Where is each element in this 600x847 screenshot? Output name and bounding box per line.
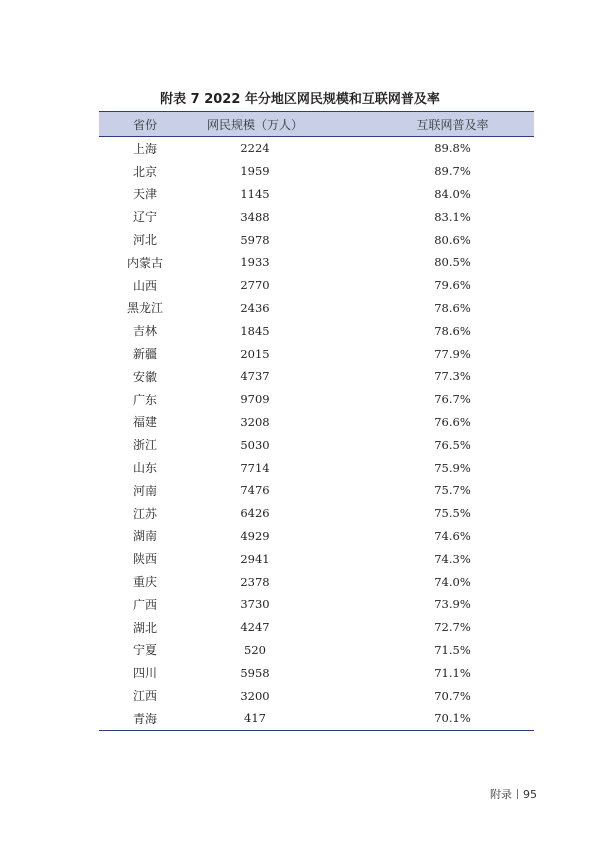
- cell-netizens: 1145: [240, 186, 270, 201]
- footer-section: 附录: [490, 788, 512, 801]
- cell-netizens: 2378: [240, 574, 270, 589]
- cell-penetration: 75.7%: [434, 483, 471, 498]
- table-row: [99, 661, 534, 684]
- table-row: [99, 251, 534, 274]
- cell-penetration: 84.0%: [434, 186, 471, 201]
- table-row: [99, 684, 534, 707]
- cell-netizens: 520: [244, 642, 266, 657]
- cell-province: 江西: [132, 689, 157, 704]
- cell-province: 陕西: [132, 552, 157, 567]
- cell-netizens: 3208: [240, 414, 270, 429]
- table-title: 附表 7 2022 年分地区网民规模和互联网普及率: [160, 92, 440, 107]
- cell-province: 安徽: [132, 369, 157, 384]
- cell-netizens: 2941: [240, 551, 270, 566]
- table-row: [99, 365, 534, 388]
- cell-netizens: 417: [191, 707, 319, 730]
- table-row: [99, 205, 534, 228]
- table-header-row: [99, 112, 534, 137]
- cell-penetration: 75.9%: [434, 460, 471, 475]
- cell-netizens: 3730: [240, 597, 270, 612]
- cell-penetration: 78.6%: [434, 300, 471, 315]
- cell-netizens: 2770: [240, 278, 270, 293]
- cell-province: 山西: [132, 278, 157, 293]
- table-body: [99, 137, 534, 731]
- header-penetration: 互联网普及率: [319, 112, 534, 137]
- cell-province: 新疆: [132, 347, 157, 362]
- table-row: [99, 479, 534, 502]
- table-row: [99, 319, 534, 342]
- cell-netizens: 7476: [240, 483, 270, 498]
- table-row: [99, 411, 534, 434]
- cell-penetration: 76.7%: [434, 392, 471, 407]
- cell-province: 上海: [132, 141, 157, 156]
- cell-province: 北京: [132, 164, 157, 179]
- cell-province: 广西: [132, 597, 157, 612]
- cell-penetration: 83.1%: [434, 209, 471, 224]
- data-table: [99, 111, 534, 731]
- cell-penetration: 89.7%: [434, 164, 471, 179]
- cell-penetration: 79.6%: [434, 278, 471, 293]
- cell-province: 河南: [132, 483, 157, 498]
- table-row: [99, 456, 534, 479]
- cell-penetration: 73.9%: [434, 597, 471, 612]
- cell-penetration: 74.0%: [434, 574, 471, 589]
- cell-province: 重庆: [132, 575, 157, 590]
- cell-netizens: 5958: [240, 665, 270, 680]
- cell-province: 广东: [132, 392, 157, 407]
- cell-netizens: 9709: [240, 392, 270, 407]
- cell-penetration: 89.8%: [434, 141, 471, 156]
- table-row: [99, 274, 534, 297]
- cell-netizens: 5030: [240, 437, 270, 452]
- cell-province: 福建: [132, 415, 157, 430]
- cell-netizens: 4247: [240, 620, 270, 635]
- cell-netizens: 2436: [240, 300, 270, 315]
- cell-netizens: 3200: [240, 688, 270, 703]
- cell-penetration: 78.6%: [434, 323, 471, 338]
- cell-province: 青海: [99, 707, 191, 730]
- cell-penetration: 77.3%: [434, 369, 471, 384]
- cell-penetration: 77.9%: [434, 346, 471, 361]
- page-number: 95: [523, 788, 537, 801]
- table-row: [99, 342, 534, 365]
- cell-netizens: 2224: [240, 141, 270, 156]
- table-row: [99, 228, 534, 251]
- cell-penetration: 74.6%: [434, 528, 471, 543]
- table-row: [99, 137, 534, 160]
- page-footer: [490, 786, 537, 802]
- cell-penetration: 74.3%: [434, 551, 471, 566]
- cell-penetration: 75.5%: [434, 506, 471, 521]
- cell-netizens: 5978: [240, 232, 270, 247]
- header-province: 省份: [99, 112, 191, 137]
- cell-netizens: 6426: [240, 506, 270, 521]
- table-row: [99, 639, 534, 662]
- table-row: [99, 616, 534, 639]
- cell-province: 山东: [132, 461, 157, 476]
- cell-penetration: 70.1%: [319, 707, 534, 730]
- table-row: [99, 570, 534, 593]
- cell-netizens: 3488: [240, 209, 270, 224]
- cell-province: 四川: [132, 666, 157, 681]
- table-row: [99, 160, 534, 183]
- cell-netizens: 4929: [240, 528, 270, 543]
- cell-penetration: 76.5%: [434, 437, 471, 452]
- cell-province: 黑龙江: [126, 301, 163, 316]
- cell-netizens: 1845: [240, 323, 270, 338]
- table-row: [99, 593, 534, 616]
- cell-province: 天津: [132, 187, 157, 202]
- cell-penetration: 80.5%: [434, 255, 471, 270]
- cell-penetration: 70.7%: [434, 688, 471, 703]
- cell-netizens: 1959: [240, 164, 270, 179]
- cell-province: 湖北: [132, 620, 157, 635]
- cell-province: 内蒙古: [126, 255, 163, 270]
- cell-penetration: 71.1%: [434, 665, 471, 680]
- table-row: [99, 297, 534, 320]
- cell-province: 河北: [132, 233, 157, 248]
- table-row: [99, 388, 534, 411]
- cell-province: 湖南: [132, 529, 157, 544]
- header-netizens: 网民规模（万人）: [191, 112, 319, 137]
- cell-province: 辽宁: [132, 210, 157, 225]
- cell-province: 江苏: [132, 506, 157, 521]
- cell-province: 浙江: [132, 438, 157, 453]
- cell-penetration: 80.6%: [434, 232, 471, 247]
- cell-netizens: 2015: [240, 346, 270, 361]
- table-row: [99, 433, 534, 456]
- table-row: [99, 707, 534, 730]
- table-row: [99, 525, 534, 548]
- cell-netizens: 1933: [240, 255, 270, 270]
- table-row: [99, 183, 534, 206]
- table-row: [99, 547, 534, 570]
- cell-netizens: 4737: [240, 369, 270, 384]
- footer-divider: [517, 789, 518, 799]
- table-row: [99, 502, 534, 525]
- cell-penetration: 72.7%: [434, 620, 471, 635]
- cell-penetration: 71.5%: [434, 642, 471, 657]
- cell-penetration: 76.6%: [434, 414, 471, 429]
- cell-province: 吉林: [132, 324, 157, 339]
- cell-netizens: 7714: [240, 460, 270, 475]
- cell-province: 宁夏: [132, 643, 157, 658]
